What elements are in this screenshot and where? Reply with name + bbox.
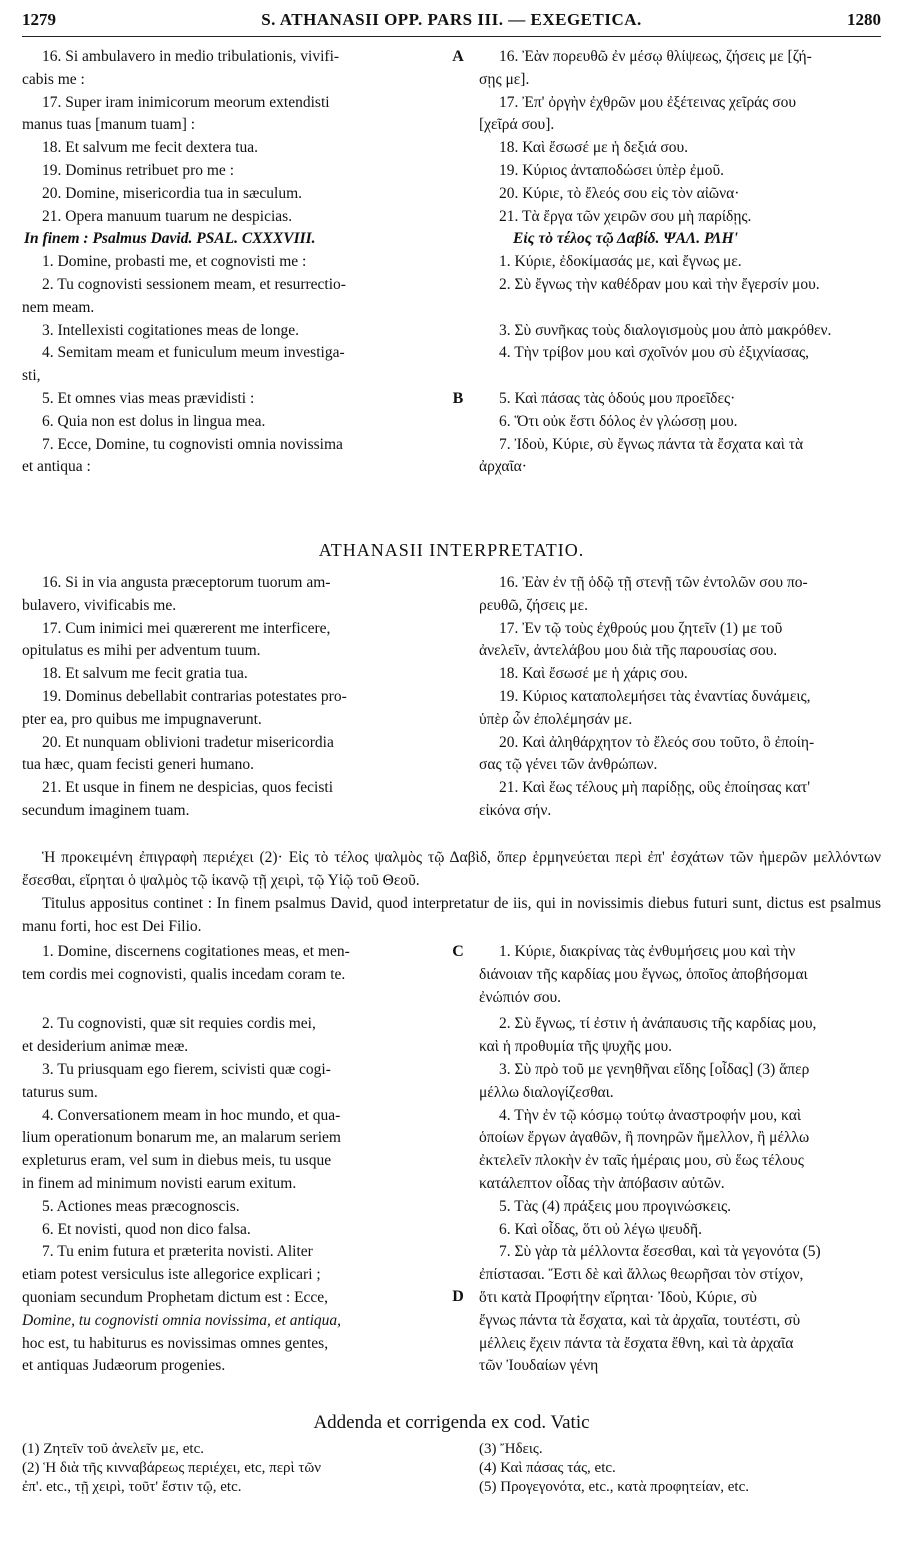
- latin-verse: 7. Tu enim futura et præterita novisti. Aliter etiam potest versiculus iste allegorice explicari ; quoniam secundum Prophetam dictum est : Ecce, Domine, tu cognovisti omnia novissima, et antiqua, hoc est, tu habiturus es novissimas omnes gentes, et antiquas Judæorum progenies.: [22, 1243, 342, 1375]
- latin-verse: 1. Domine, discernens cogitationes meas, et men- tem cordis mei cognovisti, qualis incedam coram te.: [22, 943, 350, 983]
- latin-verse: 3. Intellexisti cogitationes meas de longe.: [42, 321, 299, 339]
- greek-verse: 1. Κύριε, ἐδοκίμασάς με, καὶ ἔγνως με.: [499, 253, 742, 271]
- verse-row: [0, 572, 903, 618]
- latin-verse: 2. Tu cognovisti, quæ sit requies cordis mei, et desiderium animæ meæ.: [22, 1015, 316, 1056]
- verse-row: [0, 137, 903, 160]
- verse-row: [0, 183, 903, 206]
- margin-mark-d: D: [452, 1288, 464, 1306]
- greek-verse: 20. Καὶ ἀληθάρχητον τὸ ἔλεός σου τοῦτο, ὃ ἐποίη- σας τῷ γένει τῶν ἀνθρώπων.: [479, 733, 815, 774]
- note: (2) Ἡ διὰ τῆς κινναβάρεως περιέχει, etc, περὶ τῶν: [22, 1460, 322, 1476]
- note: (4) Καὶ πάσας τάς, etc.: [479, 1460, 616, 1476]
- verse-row: [0, 618, 903, 664]
- verse-row: [0, 1105, 903, 1196]
- latin-verse: 4. Conversationem meam in hoc mundo, et qua- lium operationum bonarum me, an malarum seriem expleturus eram, vel sum in diebus meis, tu usque in finem ad minimum novisti earum exitum.: [22, 1106, 341, 1192]
- greek-verse: 18. Καὶ ἔσωσέ με ἡ χάρις σου.: [499, 665, 688, 683]
- verse-row: [0, 342, 903, 388]
- greek-verse: 3. Σὺ πρὸ τοῦ με γενηθῆναι εἴδης [οἶδας] (3) ἅπερ μέλλω διαλογίζεσθαι.: [479, 1060, 810, 1101]
- commentary-section: [0, 941, 903, 1378]
- latin-verse: 19. Dominus retribuet pro me :: [42, 161, 234, 179]
- greek-verse: 3. Σὺ συνῆκας τοὺς διαλογισμοὺς μου ἀπὸ μακρόθεν.: [499, 321, 832, 339]
- latin-verse: 3. Tu priusquam ego fierem, scivisti quæ cogi- taturus sum.: [22, 1060, 331, 1101]
- addenda-notes: [0, 1440, 903, 1497]
- verse-row: [0, 92, 903, 138]
- verse-row: [0, 941, 903, 1009]
- interpretation-section: [0, 572, 903, 823]
- greek-verse: 5. Τὰς (4) πράξεις μου προγινώσκεις.: [499, 1197, 732, 1215]
- greek-verse: 7. Ἰδοὺ, Κύριε, σὺ ἔγνως πάντα τὰ ἔσχατα καὶ τὰ ἀρχαῖα·: [479, 435, 804, 476]
- running-title: S. ATHANASII OPP. PARS III. — EXEGETICA.: [261, 10, 642, 29]
- note: (5) Προγεγονότα, etc., κατὰ προφητείαν, etc.: [479, 1479, 749, 1495]
- greek-verse: 18. Καὶ ἔσωσέ με ἡ δεξιά σου.: [499, 139, 689, 157]
- latin-verse: 5. Actiones meas præcognoscis.: [42, 1197, 240, 1215]
- latin-verse: 2. Tu cognovisti sessionem meam, et resurrectio- nem meam.: [22, 275, 346, 316]
- latin-verse: 6. Et novisti, quod non dico falsa.: [42, 1220, 251, 1238]
- verse-row: [0, 434, 903, 480]
- latin-verse: 6. Quia non est dolus in lingua mea.: [42, 412, 266, 430]
- greek-verse: 6. Καὶ οἶδας, ὅτι οὐ λέγω ψευδῆ.: [499, 1220, 702, 1238]
- greek-verse: 19. Κύριος καταπολεμήσει τὰς ἐναντίας δυνάμεις, ὑπὲρ ὧν ἐπολέμησάν με.: [479, 687, 811, 728]
- addenda-title: Addenda et corrigenda ex cod. Vatic: [313, 1412, 590, 1433]
- verse-row: [0, 1196, 903, 1219]
- greek-verse: 2. Σὺ ἔγνως τὴν καθέδραν μου καὶ τὴν ἔγερσίν μου.: [499, 275, 820, 293]
- latin-verse: 19. Dominus debellabit contrarias potestates pro- pter ea, pro quibus me impugnaverunt.: [22, 687, 347, 728]
- latin-psalm-title: In finem : Psalmus David. PSAL. CXXXVIII.: [24, 230, 316, 248]
- margin-mark-b: B: [452, 389, 464, 407]
- latin-verse: 20. Et nunquam oblivioni tradetur misericordia tua hæc, quam fecisti generi humano.: [22, 733, 334, 774]
- greek-verse: 1. Κύριε, διακρίνας τὰς ἐνθυμήσεις μου καὶ τὴν διάνοιαν τῆς καρδίας μου ἔγνως, ὁποῖος ἀποβήσομαι ἐνώπιόν σου.: [479, 943, 808, 1006]
- margin-mark-a: A: [452, 48, 464, 65]
- page-number-left: 1279: [22, 10, 56, 29]
- latin-verse: 7. Ecce, Domine, tu cognovisti omnia novissima et antiqua :: [22, 435, 343, 476]
- verse-row: [0, 1013, 903, 1059]
- latin-verse: 17. Cum inimici mei quærerent me interficere, opitulatus es mihi per adventum tuum.: [22, 619, 331, 660]
- note: ἐπ'. etc., τῇ χειρὶ, τοῦτ' ἔστιν τῷ, etc.: [22, 1479, 242, 1495]
- latin-verse: 18. Et salvum me fecit dextera tua.: [42, 139, 259, 157]
- addenda-right: [473, 1440, 903, 1497]
- verse-row: [0, 411, 903, 434]
- verse-row: [0, 1059, 903, 1105]
- latin-verse: 16. Si in via angusta præceptorum tuorum am- bulavero, vivificabis me.: [22, 574, 331, 614]
- greek-verse: 4. Τὴν ἐν τῷ κόσμῳ τούτῳ ἀναστροφήν μου, καὶ ὁποίων ἔργων ἀγαθῶν, ἢ πονηρῶν ἤμελλον, ἢ μέλλω ἐκτελεῖν πλοκὴν ἐν ταῖς ἡμέραις μου, σὺ ἕως τέλους κατάλεπτον οἶδας τὴν ἀπόβασιν αὐτῶν.: [479, 1106, 810, 1192]
- page-number-right: 1280: [847, 10, 881, 29]
- latin-verse: 21. Et usque in finem ne despicias, quos fecisti secundum imaginem tuam.: [22, 779, 333, 819]
- greek-verse: 19. Κύριος ἀνταποδώσει ὑπὲρ ἐμοῦ.: [499, 161, 724, 179]
- greek-title-paragraph: Ἡ προκειμένη ἐπιγραφὴ περιέχει (2)· Εἰς τὸ τέλος ψαλμὸς τῷ Δαβὶδ, ὅπερ ἑρμηνεύεται περὶ ἐπ' ἐσχάτων τῶν ἡμερῶν μελλόντων ἔσεσθαι, εἴρηται ὁ ψαλμὸς τῷ ἱκανῷ τῇ χειρὶ, τῷ Υἱῷ τοῦ Θεοῦ.: [22, 849, 881, 889]
- verse-row: [0, 732, 903, 778]
- verse-row: [0, 320, 903, 343]
- verse-row: [0, 1219, 903, 1242]
- psalm-text-section: [0, 46, 903, 479]
- greek-verse: 4. Τὴν τρίβον μου καὶ σχοῖνόν μου σὺ ἐξιχνίασας,: [499, 344, 810, 362]
- verse-row: [0, 251, 903, 274]
- greek-verse: 20. Κύριε, τὸ ἔλεός σου εἰς τὸν αἰῶνα·: [499, 184, 740, 202]
- latin-verse: 5. Et omnes vias meas prævidisti :: [42, 389, 255, 407]
- greek-verse: 21. Τὰ ἔργα τῶν χειρῶν σου μὴ παρίδῃς.: [499, 207, 752, 225]
- greek-verse: 2. Σὺ ἔγνως, τί ἐστιν ἡ ἀνάπαυσις τῆς καρδίας μου, καὶ ἡ προθυμία τῆς ψυχῆς μου.: [479, 1015, 817, 1056]
- greek-verse: 6. Ὅτι οὐκ ἔστι δόλος ἐν γλώσσῃ μου.: [499, 412, 738, 430]
- greek-verse: 5. Καὶ πάσας τὰς ὁδούς μου προεῖδες·: [499, 389, 736, 407]
- verse-row: [0, 206, 903, 229]
- greek-psalm-title: Εἰς τὸ τέλος τῷ Δαβίδ. ΨΑΛ. ΡΛΗ': [513, 230, 738, 248]
- greek-verse: 16. Ἐὰν ἐν τῇ ὁδῷ τῇ στενῇ τῶν ἐντολῶν σου πο- ρευθῶ, ζήσεις με.: [479, 574, 808, 614]
- verse-row: [0, 663, 903, 686]
- latin-verse: 20. Domine, misericordia tua in sæculum.: [42, 184, 303, 202]
- latin-title-paragraph: Titulus appositus continet : In finem psalmus David, quod interpretatur de iis, qui in novissimis diebus futuri sunt, dictus est psalmus manu forti, hoc est Dei Filio.: [22, 895, 881, 935]
- psalm-title-row: [0, 228, 903, 251]
- verse-row: [0, 46, 903, 92]
- latin-verse: 16. Si ambulavero in medio tribulationis, vivifi- cabis me :: [22, 48, 340, 88]
- interpretation-title: ATHANASII INTERPRETATIO.: [318, 540, 585, 560]
- verse-row: [0, 686, 903, 732]
- running-header: [22, 10, 881, 36]
- latin-verse: 4. Semitam meam et funiculum meum investiga- sti,: [22, 344, 345, 385]
- note: (3) Ἤδεις.: [479, 1441, 543, 1457]
- addenda-left: [0, 1440, 443, 1497]
- verse-row: [0, 274, 903, 320]
- verse-row: [0, 160, 903, 183]
- greek-verse: 7. Σὺ γὰρ τὰ μέλλοντα ἔσεσθαι, καὶ τὰ γεγονότα (5) ἐπίστασαι. Ἔστι δὲ καὶ ἄλλως θεωρῆσαι τὸν στίχον, ὅτι κατὰ Προφήτην εἴρηται· Ἰδοὺ, Κύριε, σὺ ἔγνως πάντα τὰ ἔσχατα, καὶ τὰ ἀρχαῖα, τουτέστι, σὺ μέλλεις ἔχειν πάντα τὰ ἔσχατα ἔθνη, καὶ τὰ ἀρχαῖα τῶν Ἰουδαίων γένη: [479, 1243, 821, 1375]
- verse-row: [0, 777, 903, 823]
- margin-mark-c: C: [452, 943, 464, 960]
- verse-row: [0, 388, 903, 411]
- greek-verse: 16. Ἐὰν πορευθῶ ἐν μέσῳ θλίψεως, ζήσεις με [ζή- σῃς με].: [479, 48, 812, 88]
- note: (1) Ζητεῖν τοῦ ἀνελεῖν με, etc.: [22, 1441, 204, 1457]
- latin-verse: 17. Super iram inimicorum meorum extendisti manus tuas [manum tuam] :: [22, 93, 330, 134]
- verse-row: [0, 1241, 903, 1378]
- latin-verse: 1. Domine, probasti me, et cognovisti me :: [42, 253, 307, 271]
- greek-verse: 21. Καὶ ἕως τέλους μὴ παρίδῃς, οὓς ἐποίησας κατ' εἰκόνα σήν.: [479, 779, 810, 819]
- greek-verse: 17. Ἐν τῷ τοὺς ἐχθρούς μου ζητεῖν (1) με τοῦ ἀνελεῖν, ἀντελάβου μου διὰ τῆς παρουσίας σου.: [479, 619, 783, 660]
- latin-verse: 18. Et salvum me fecit gratia tua.: [42, 665, 248, 683]
- header-rule: [22, 36, 881, 37]
- latin-verse: 21. Opera manuum tuarum ne despicias.: [42, 207, 293, 225]
- greek-verse: 17. Ἐπ' ὀργὴν ἐχθρῶν μου ἐξέτεινας χεῖράς σου [χεῖρά σου].: [479, 93, 797, 134]
